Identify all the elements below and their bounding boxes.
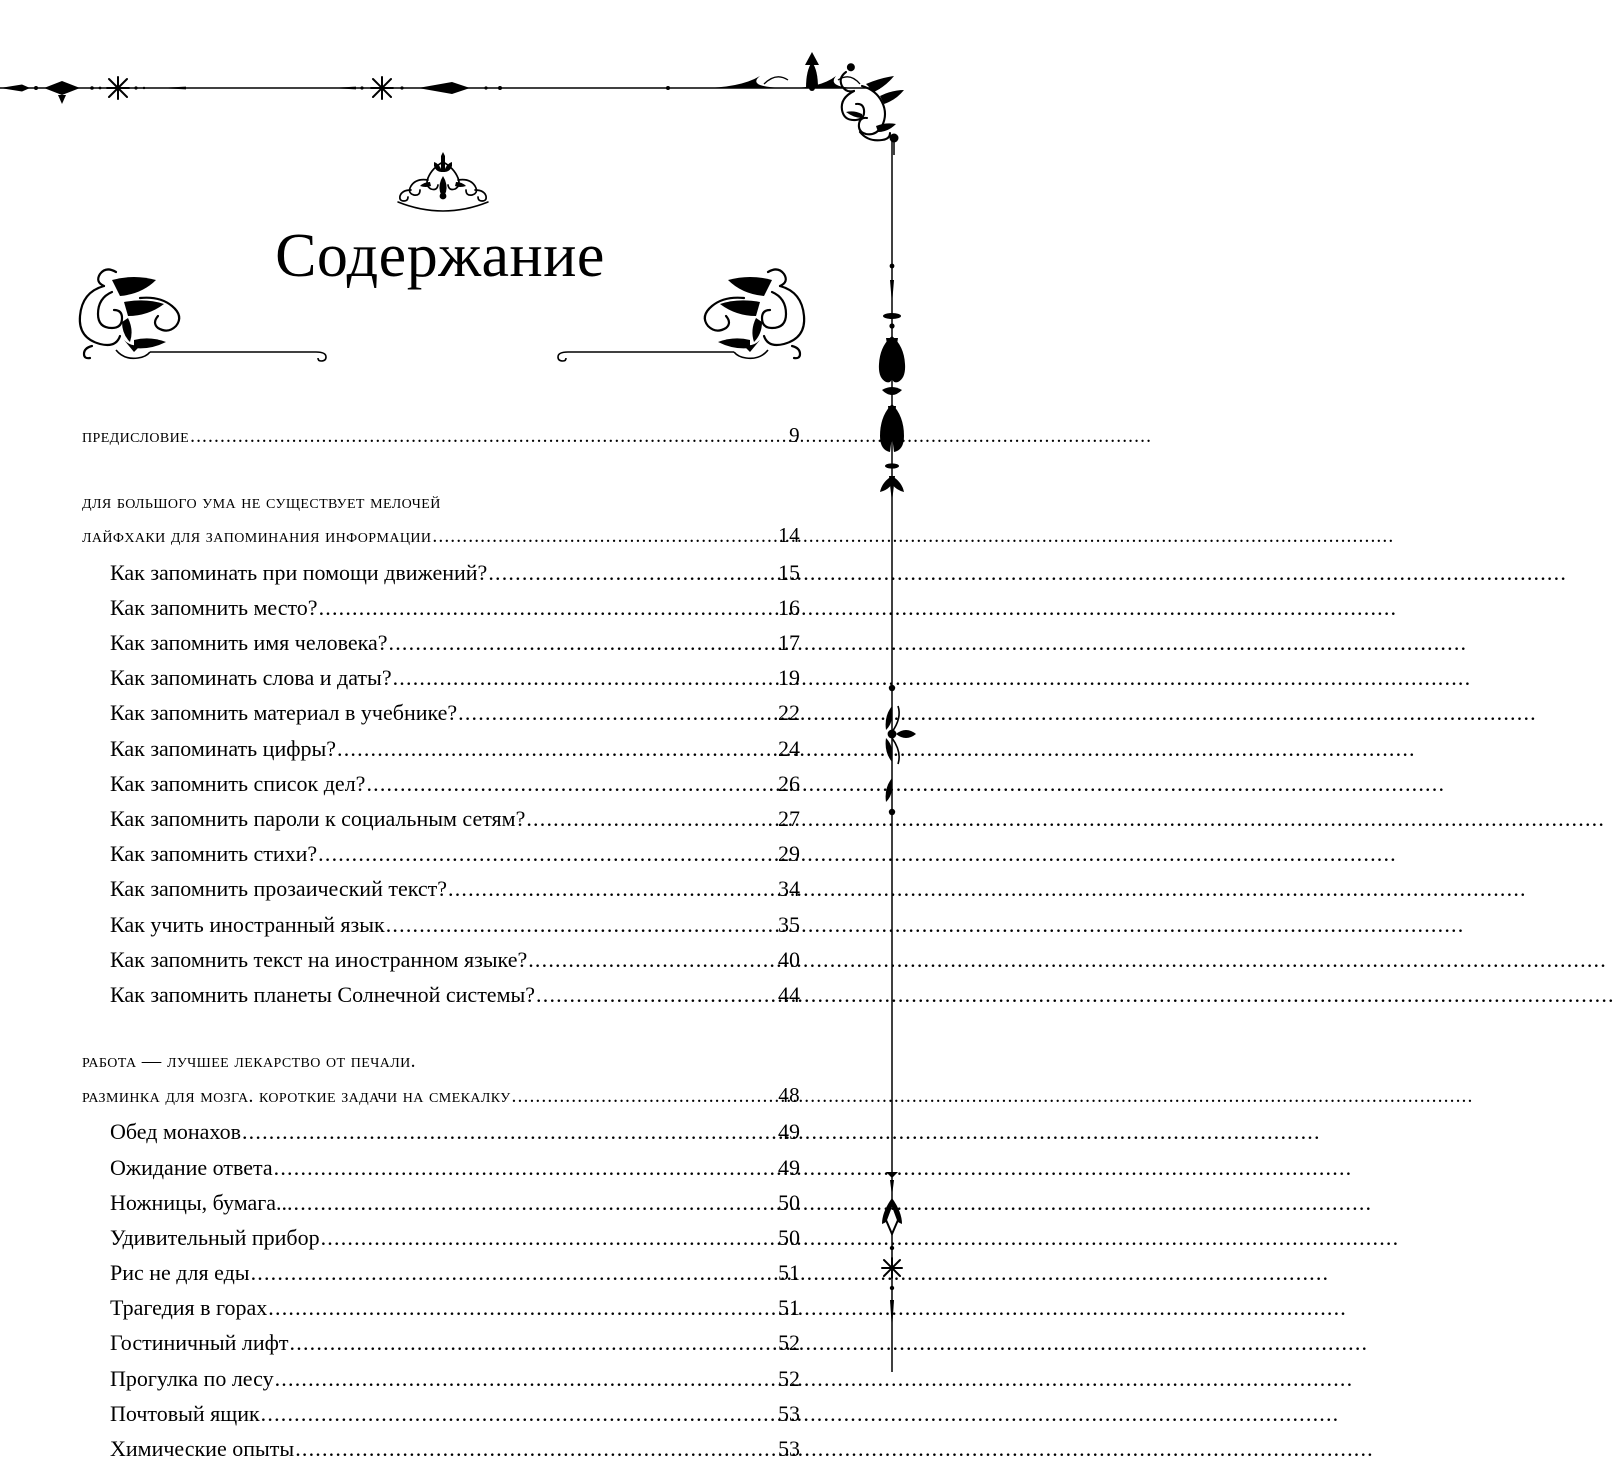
toc-entry[interactable] xyxy=(110,871,800,906)
toc-entry-page: 24 xyxy=(778,735,800,761)
toc-entry[interactable] xyxy=(110,907,800,942)
toc-entry-page: 27 xyxy=(778,806,800,832)
section-epigraph: для большого ума не существует мелочей xyxy=(82,491,441,513)
toc-entry[interactable] xyxy=(110,766,800,801)
toc-entry[interactable] xyxy=(110,555,800,590)
dot-leader xyxy=(366,766,777,801)
toc-section-label: разминка для мозга. короткие задачи на смекалку xyxy=(82,1085,511,1107)
toc-entry-label: Как учить иностранный язык xyxy=(110,911,385,937)
toc-entry-page: 15 xyxy=(778,559,800,585)
toc-entry[interactable] xyxy=(110,801,800,836)
toc-entry-page: 49 xyxy=(778,1154,800,1180)
spacer xyxy=(82,453,800,487)
toc-entry[interactable] xyxy=(110,942,800,977)
toc-entry-page: 40 xyxy=(778,946,800,972)
toc-entry[interactable] xyxy=(110,1396,800,1431)
toc-entry-page: 53 xyxy=(778,1436,800,1462)
dot-leader xyxy=(458,695,777,730)
dot-leader xyxy=(393,660,777,695)
table-of-contents xyxy=(82,418,800,1466)
toc-entry-page: 51 xyxy=(778,1260,800,1286)
toc-entry[interactable] xyxy=(110,660,800,695)
top-ornamental-rule-icon xyxy=(0,68,880,108)
toc-entry-page: 29 xyxy=(778,841,800,867)
toc-section-page: 48 xyxy=(778,1082,800,1107)
dot-leader xyxy=(274,1150,777,1185)
toc-section-heading[interactable] xyxy=(82,518,800,553)
dot-leader xyxy=(512,1081,778,1113)
section-epigraph: работа — лучшее лекарство от печали. xyxy=(82,1051,416,1073)
toc-entry-label: Химические опыты xyxy=(110,1436,295,1462)
toc-entry-label: Гостиничный лифт xyxy=(110,1330,289,1356)
toc-entry-label: Ожидание ответа xyxy=(110,1154,273,1180)
toc-entry-label: Как запомнить имя человека? xyxy=(110,630,388,656)
spacer xyxy=(82,1012,800,1046)
dot-leader xyxy=(389,625,777,660)
toc-section-heading[interactable] xyxy=(82,1078,800,1113)
toc-entry[interactable] xyxy=(110,695,800,730)
dot-leader xyxy=(448,871,777,906)
dot-leader xyxy=(242,1114,777,1149)
toc-entry-label: Как запомнить список дел? xyxy=(110,770,366,796)
toc-entry-page: 50 xyxy=(778,1189,800,1215)
toc-entry[interactable] xyxy=(110,1255,800,1290)
toc-entry-label: Как запоминать при помощи движений? xyxy=(110,559,488,585)
toc-entry-label: Как запомнить пароли к социальным сетям? xyxy=(110,806,526,832)
toc-entry[interactable] xyxy=(110,1361,800,1396)
toc-entry-label: Ножницы, бумага... xyxy=(110,1189,293,1215)
toc-entry-label: Почтовый ящик xyxy=(110,1400,260,1426)
toc-entry-label: Рис не для еды xyxy=(110,1260,250,1286)
dot-leader xyxy=(268,1290,777,1325)
toc-entry-label: Прогулка по лесу xyxy=(110,1365,274,1391)
corner-flourish-ornament-icon xyxy=(832,60,922,155)
toc-entry-label: Как запомнить прозаический текст? xyxy=(110,876,448,902)
toc-entry-page: 16 xyxy=(778,594,800,620)
toc-entry-label: Как запомнить материал в учебнике? xyxy=(110,700,458,726)
toc-entry[interactable] xyxy=(110,625,800,660)
toc-entry-page: 44 xyxy=(778,981,800,1007)
toc-entry-label: Как запомнить место? xyxy=(110,594,318,620)
dot-leader xyxy=(319,590,777,625)
dot-leader xyxy=(275,1361,777,1396)
toc-section-label: лайфхаки для запоминания информации xyxy=(82,526,432,548)
dot-leader xyxy=(526,801,777,836)
toc-entry-page: 52 xyxy=(778,1365,800,1391)
dot-leader xyxy=(290,1325,777,1360)
toc-entry[interactable] xyxy=(110,836,800,871)
toc-entry[interactable] xyxy=(110,1150,800,1185)
dot-leader xyxy=(488,555,777,590)
dot-leader xyxy=(190,421,788,453)
dot-leader xyxy=(386,907,777,942)
toc-entry-label: Как запоминать слова и даты? xyxy=(110,665,392,691)
toc-entry-label: Как запомнить планеты Солнечной системы? xyxy=(110,981,536,1007)
dot-leader xyxy=(294,1185,777,1220)
toc-entry-label: Как запоминать цифры? xyxy=(110,735,337,761)
page-title: Содержание xyxy=(275,222,605,290)
toc-entry[interactable] xyxy=(110,1185,800,1220)
toc-entry-preface[interactable] xyxy=(82,418,800,453)
toc-entry-label: Как запомнить стихи? xyxy=(110,841,318,867)
toc-entry[interactable] xyxy=(110,1431,800,1466)
dot-leader xyxy=(528,942,777,977)
toc-entry-page: 50 xyxy=(778,1224,800,1250)
toc-entry-page: 17 xyxy=(778,630,800,656)
toc-entry[interactable] xyxy=(110,1325,800,1360)
toc-entry-page: 51 xyxy=(778,1295,800,1321)
dot-leader xyxy=(295,1431,777,1466)
toc-entry[interactable] xyxy=(110,1290,800,1325)
toc-entry-page: 35 xyxy=(778,911,800,937)
dot-leader xyxy=(318,836,777,871)
dot-leader xyxy=(337,731,777,766)
dot-leader xyxy=(321,1220,777,1255)
toc-entry-label: предисловие xyxy=(82,426,190,447)
toc-entry-page: 9 xyxy=(789,423,800,447)
toc-entry-label: Трагедия в горах xyxy=(110,1295,268,1321)
toc-entry-page: 49 xyxy=(778,1119,800,1145)
toc-entry[interactable] xyxy=(110,590,800,625)
toc-entry[interactable] xyxy=(110,1220,800,1255)
dot-leader xyxy=(536,977,777,1012)
toc-entry-page: 19 xyxy=(778,665,800,691)
toc-entry-label: Как запомнить текст на иностранном языке? xyxy=(110,946,528,972)
toc-entry-page: 52 xyxy=(778,1330,800,1356)
toc-section-page: 14 xyxy=(778,523,800,548)
dot-leader xyxy=(261,1396,777,1431)
toc-entry-page: 34 xyxy=(778,876,800,902)
toc-entry[interactable] xyxy=(110,1114,800,1149)
toc-entry-label: Удивительный прибор xyxy=(110,1224,320,1250)
dot-leader xyxy=(432,521,777,553)
toc-entry[interactable] xyxy=(110,977,800,1012)
toc-entry-page: 26 xyxy=(778,770,800,796)
toc-entry-label: Обед монахов xyxy=(110,1119,241,1145)
crown-fleuron-ornament-icon xyxy=(378,152,508,220)
toc-entry-page: 53 xyxy=(778,1400,800,1426)
toc-entry[interactable] xyxy=(110,731,800,766)
toc-entry-page: 22 xyxy=(778,700,800,726)
dot-leader xyxy=(251,1255,777,1290)
